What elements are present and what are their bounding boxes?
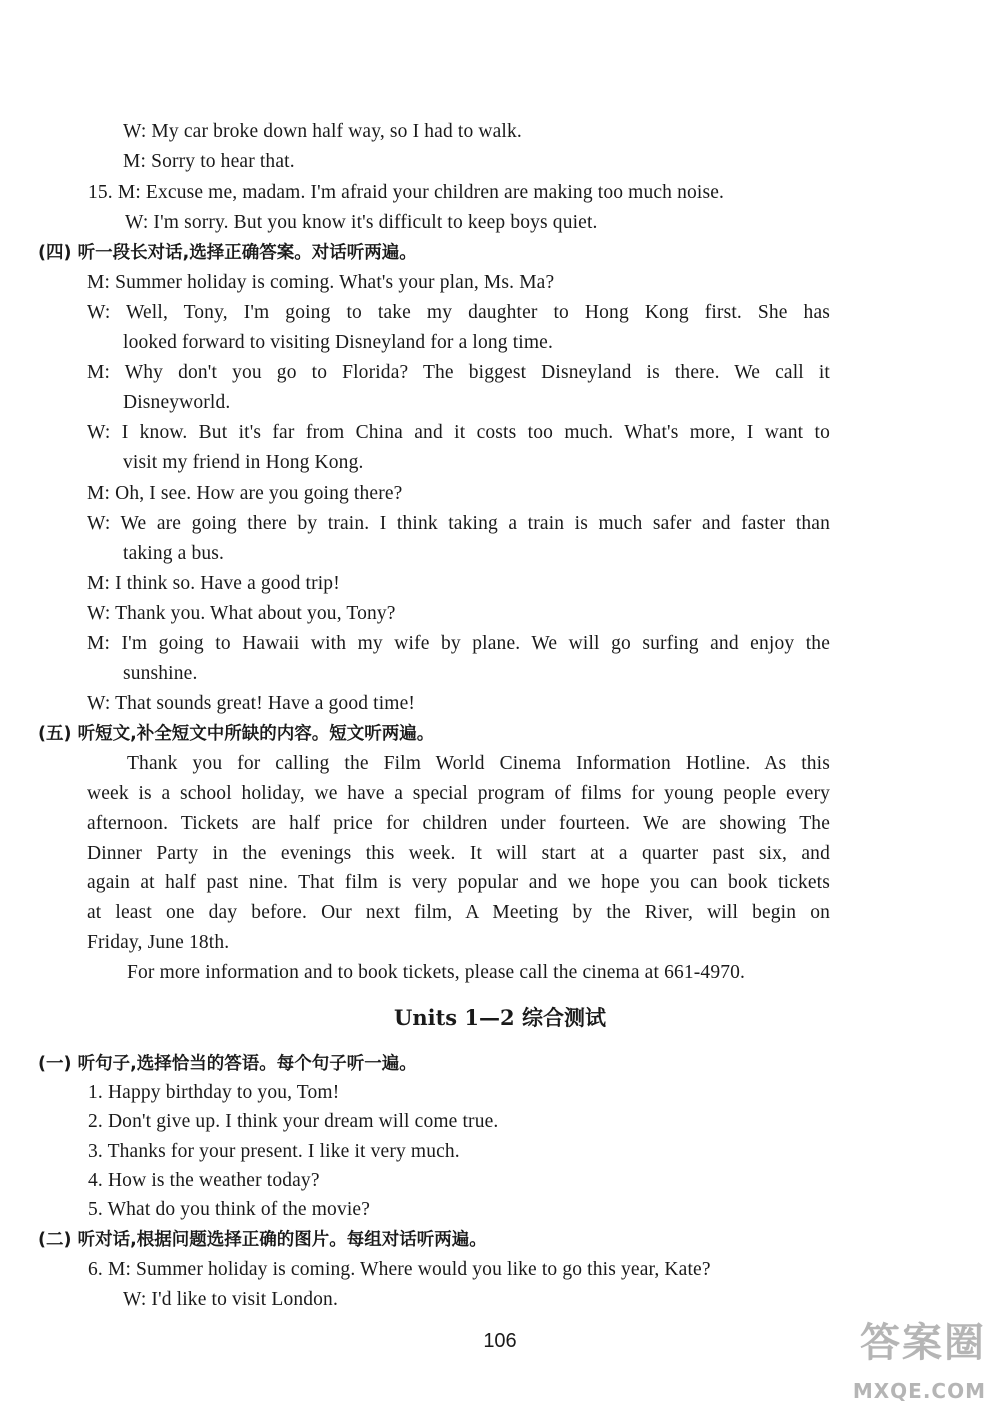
dialogue-line: 15. M: Excuse me, madam. I'm afraid your children are making too much noise. <box>88 182 725 203</box>
dialogue-line: W: I know. But it's far from China and it costs too much. What's more, I want to <box>87 422 830 443</box>
page-number: 106 <box>483 1330 517 1352</box>
sentence-item: 1. Happy birthday to you, Tom! <box>88 1082 340 1103</box>
dialogue-line: W: We are going there by train. I think taking a train is much safer and faster than <box>87 513 830 534</box>
dialogue-line: taking a bus. <box>123 543 225 564</box>
passage-line: Friday, June 18th. <box>87 932 230 953</box>
part4-heading: (四) 听一段长对话,选择正确答案。对话听两遍。 <box>38 243 417 263</box>
dialogue-line: W: My car broke down half way, so I had to walk. <box>123 121 522 142</box>
dialogue-line: visit my friend in Hong Kong. <box>123 452 364 473</box>
dialogue-line: M: I think so. Have a good trip! <box>87 573 340 594</box>
dialogue-line: W: Thank you. What about you, Tony? <box>87 603 396 624</box>
watermark-site: MXQE.COM <box>852 1379 986 1403</box>
dialogue-line: M: Summer holiday is coming. What's your plan, Ms. Ma? <box>87 272 555 293</box>
passage-line: week is a school holiday, we have a special program of films for young people every <box>87 783 830 804</box>
dialogue-line: Disneyworld. <box>123 392 231 413</box>
part1-heading: (一) 听句子,选择恰当的答语。每个句子听一遍。 <box>38 1054 417 1074</box>
watermark-characters: 答案圈 <box>860 1320 986 1366</box>
part2-heading: (二) 听对话,根据问题选择正确的图片。每组对话听两遍。 <box>38 1230 487 1250</box>
dialogue-line: 6. M: Summer holiday is coming. Where would you like to go this year, Kate? <box>88 1259 711 1280</box>
passage-line: afternoon. Tickets are half price for children under fourteen. We are showing The <box>87 813 830 834</box>
passage-line: For more information and to book tickets, please call the cinema at 661-4970. <box>127 962 746 983</box>
dialogue-line: W: I'd like to visit London. <box>123 1289 338 1310</box>
dialogue-line: looked forward to visiting Disneyland for a long time. <box>123 332 553 353</box>
sentence-item: 3. Thanks for your present. I like it very much. <box>88 1141 460 1162</box>
passage-line: Thank you for calling the Film World Cinema Information Hotline. As this <box>127 753 830 774</box>
dialogue-line: M: Oh, I see. How are you going there? <box>87 483 403 504</box>
dialogue-line: M: I'm going to Hawaii with my wife by plane. We will go surfing and enjoy the <box>87 633 830 654</box>
passage-line: at least one day before. Our next film, A Meeting by the River, will begin on <box>87 902 830 923</box>
dialogue-line: W: That sounds great! Have a good time! <box>87 693 416 714</box>
dialogue-line: W: I'm sorry. But you know it's difficult to keep boys quiet. <box>125 212 598 233</box>
sentence-item: 2. Don't give up. I think your dream will come true. <box>88 1111 499 1132</box>
passage-line: again at half past nine. That film is very popular and we hope you can book tickets <box>87 872 830 893</box>
passage-line: Dinner Party in the evenings this week. It will start at a quarter past six, and <box>87 843 830 864</box>
dialogue-line: M: Why don't you go to Florida? The biggest Disneyland is there. We call it <box>87 362 830 383</box>
sentence-item: 4. How is the weather today? <box>88 1170 320 1191</box>
sentence-item: 5. What do you think of the movie? <box>88 1199 371 1220</box>
section-title: Units 1—2 综合测试 <box>394 1005 606 1030</box>
part5-heading: (五) 听短文,补全短文中所缺的内容。短文听两遍。 <box>38 724 435 744</box>
site-watermark <box>826 1319 986 1403</box>
dialogue-line: W: Well, Tony, I'm going to take my daughter to Hong Kong first. She has <box>87 302 830 323</box>
dialogue-line: sunshine. <box>123 663 198 684</box>
dialogue-line: M: Sorry to hear that. <box>123 151 295 172</box>
